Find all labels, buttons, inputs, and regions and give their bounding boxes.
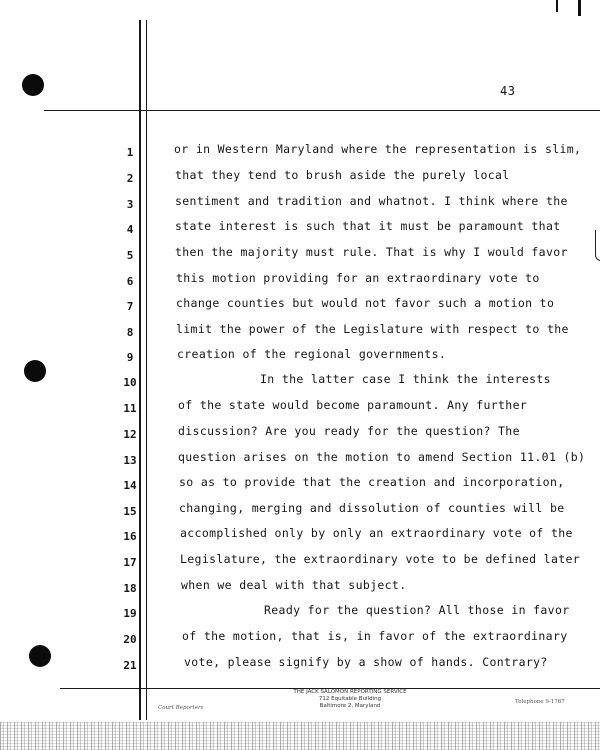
transcript-line: limit the power of the Legislature with respect to the xyxy=(176,322,569,336)
line-number: 7 xyxy=(126,300,134,313)
scan-noise-strip xyxy=(0,722,600,750)
reporter-name: THE JACK SALOMON REPORTING SERVICE xyxy=(293,689,407,695)
transcript-line: vote, please signify by a show of hands. Contrary? xyxy=(184,655,548,669)
transcript-line: this motion providing for an extraordinary vote to xyxy=(176,271,540,285)
transcript-line: In the latter case I think the interests xyxy=(260,372,551,386)
transcript-line: when we deal with that subject. xyxy=(181,578,407,592)
line-number: 8 xyxy=(126,326,134,339)
reporter-address: 712 Equitable Building xyxy=(318,696,382,702)
transcript-line: Ready for the question? All those in favor xyxy=(264,603,570,617)
transcript-line: changing, merging and dissolution of counties will be xyxy=(179,501,565,515)
page-number: 43 xyxy=(500,84,516,98)
line-number: 16 xyxy=(123,530,137,543)
footer-right-note: Telephone 9-1767 xyxy=(515,699,565,705)
transcript-line: creation of the regional governments. xyxy=(177,347,447,361)
line-number: 4 xyxy=(126,223,134,236)
transcript-line: that they tend to brush aside the purely local xyxy=(175,168,510,182)
line-number: 18 xyxy=(123,582,137,595)
punch-hole-middle xyxy=(24,360,46,382)
reporter-footer xyxy=(270,689,430,710)
line-number: 15 xyxy=(123,505,137,518)
line-number: 13 xyxy=(123,454,137,467)
scan-edge-mark xyxy=(556,0,558,12)
punch-hole-bottom xyxy=(29,645,51,667)
transcript-line: of the state would become paramount. Any further xyxy=(178,398,528,412)
scan-edge-mark xyxy=(595,230,600,261)
line-number: 5 xyxy=(126,249,134,262)
line-number: 3 xyxy=(126,198,134,211)
transcript-line: Legislature, the extraordinary vote to be defined later xyxy=(180,552,581,566)
header-rule xyxy=(44,110,600,111)
transcript-line: accomplished only by only an extraordinary vote of the xyxy=(180,526,573,540)
line-number: 21 xyxy=(123,659,137,672)
transcript-line: discussion? Are you ready for the question? The xyxy=(178,424,520,438)
line-number: 19 xyxy=(123,607,137,620)
line-number: 9 xyxy=(126,351,134,364)
punch-hole-top xyxy=(22,74,44,96)
line-number: 10 xyxy=(123,376,137,389)
footer-left-note: Court Reporters xyxy=(158,705,204,711)
line-number: 12 xyxy=(123,428,137,441)
transcript-line: of the motion, that is, in favor of the extraordinary xyxy=(182,629,568,643)
line-number: 11 xyxy=(123,402,137,415)
line-number: 14 xyxy=(123,479,137,492)
line-number: 6 xyxy=(126,275,134,288)
transcript-line: change counties but would not favor such a motion to xyxy=(176,296,555,310)
scan-edge-mark xyxy=(578,0,581,16)
line-number: 17 xyxy=(123,556,137,569)
transcript-line: state interest is such that it must be paramount that xyxy=(175,219,561,233)
line-number: 1 xyxy=(126,146,134,159)
line-number: 2 xyxy=(126,172,134,185)
transcript-line: or in Western Maryland where the representation is slim, xyxy=(174,142,582,156)
transcript-line: so as to provide that the creation and incorporation, xyxy=(179,475,565,489)
reporter-city: Baltimore 2, Maryland xyxy=(319,703,381,709)
transcript-line: question arises on the motion to amend Section 11.01 (b) xyxy=(178,450,586,464)
transcript-line: sentiment and tradition and whatnot. I think where the xyxy=(175,194,568,208)
transcript-line: then the majority must rule. That is why I would favor xyxy=(175,245,568,259)
margin-rule-inner xyxy=(146,20,147,720)
line-number: 20 xyxy=(123,633,137,646)
